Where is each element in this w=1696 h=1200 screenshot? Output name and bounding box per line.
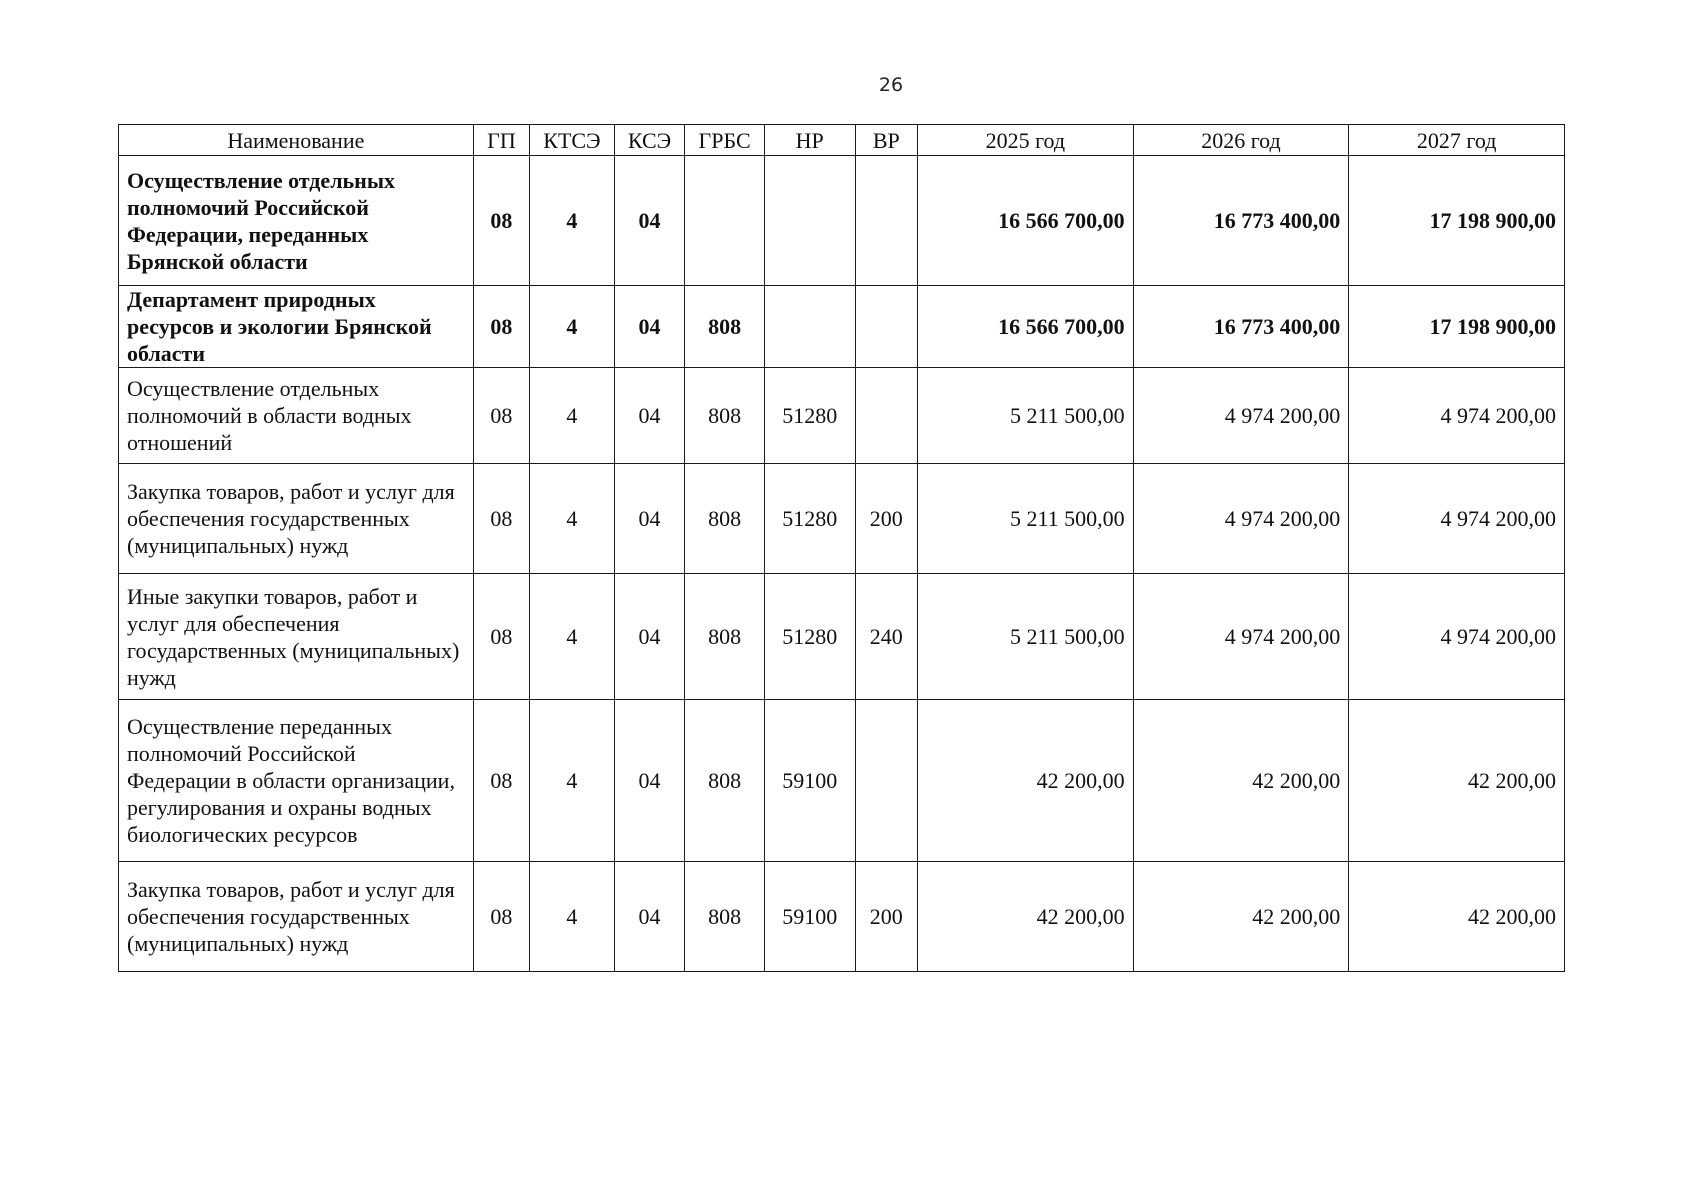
page-number: 26 (878, 74, 904, 96)
row-amount-2025: 5 211 500,00 (918, 574, 1134, 700)
table-row (119, 464, 1565, 574)
row-amount-2026: 16 773 400,00 (1133, 156, 1349, 286)
row-amount-2026: 42 200,00 (1133, 862, 1349, 972)
row-amount-2027: 17 198 900,00 (1349, 156, 1565, 286)
row-ktse: 4 (530, 368, 615, 464)
row-kse: 04 (614, 156, 685, 286)
row-gp: 08 (473, 700, 529, 862)
header-nr: НР (764, 125, 855, 156)
row-kse: 04 (614, 368, 685, 464)
row-gp: 08 (473, 862, 529, 972)
row-kse: 04 (614, 286, 685, 368)
row-amount-2026: 4 974 200,00 (1133, 574, 1349, 700)
header-gp: ГП (473, 125, 529, 156)
row-nr (764, 286, 855, 368)
row-name: Осуществление переданных полномочий Российской Федерации в области организации, регулирования и охраны водных биологических ресурсов (119, 700, 474, 862)
row-kse: 04 (614, 574, 685, 700)
header-name: Наименование (119, 125, 474, 156)
row-name: Закупка товаров, работ и услуг для обеспечения государственных (муниципальных) нужд (119, 464, 474, 574)
table-row (119, 574, 1565, 700)
row-amount-2025: 42 200,00 (918, 862, 1134, 972)
row-amount-2025: 5 211 500,00 (918, 368, 1134, 464)
table-row (119, 368, 1565, 464)
row-name: Осуществление отдельных полномочий Российской Федерации, переданных Брянской области (119, 156, 474, 286)
row-ktse: 4 (530, 862, 615, 972)
row-amount-2027: 42 200,00 (1349, 700, 1565, 862)
row-nr: 51280 (764, 368, 855, 464)
row-ktse: 4 (530, 464, 615, 574)
row-nr: 59100 (764, 862, 855, 972)
row-vr (855, 700, 917, 862)
row-vr: 200 (855, 862, 917, 972)
row-nr: 59100 (764, 700, 855, 862)
row-amount-2025: 16 566 700,00 (918, 286, 1134, 368)
row-gp: 08 (473, 464, 529, 574)
row-amount-2025: 5 211 500,00 (918, 464, 1134, 574)
row-grbs (685, 156, 765, 286)
row-kse: 04 (614, 464, 685, 574)
row-name: Осуществление отдельных полномочий в области водных отношений (119, 368, 474, 464)
row-kse: 04 (614, 700, 685, 862)
row-gp: 08 (473, 368, 529, 464)
row-ktse: 4 (530, 286, 615, 368)
row-amount-2025: 42 200,00 (918, 700, 1134, 862)
header-row (119, 125, 1565, 156)
header-2027: 2027 год (1349, 125, 1565, 156)
row-grbs: 808 (685, 464, 765, 574)
row-name: Закупка товаров, работ и услуг для обеспечения государственных (муниципальных) нужд (119, 862, 474, 972)
row-amount-2026: 16 773 400,00 (1133, 286, 1349, 368)
table-row (119, 862, 1565, 972)
row-name: Департамент природных ресурсов и экологии Брянской области (119, 286, 474, 368)
row-ktse: 4 (530, 574, 615, 700)
row-gp: 08 (473, 286, 529, 368)
row-nr (764, 156, 855, 286)
row-amount-2026: 4 974 200,00 (1133, 368, 1349, 464)
row-amount-2027: 4 974 200,00 (1349, 368, 1565, 464)
row-vr: 240 (855, 574, 917, 700)
budget-table (118, 124, 1565, 972)
header-kse: КСЭ (614, 125, 685, 156)
row-grbs: 808 (685, 286, 765, 368)
row-ktse: 4 (530, 156, 615, 286)
header-grbs: ГРБС (685, 125, 765, 156)
row-grbs: 808 (685, 700, 765, 862)
row-amount-2027: 4 974 200,00 (1349, 574, 1565, 700)
row-vr: 200 (855, 464, 917, 574)
header-ktse: КТСЭ (530, 125, 615, 156)
row-kse: 04 (614, 862, 685, 972)
row-vr (855, 156, 917, 286)
header-2025: 2025 год (918, 125, 1134, 156)
table-row (119, 156, 1565, 286)
row-amount-2027: 4 974 200,00 (1349, 464, 1565, 574)
row-grbs: 808 (685, 368, 765, 464)
row-grbs: 808 (685, 574, 765, 700)
header-2026: 2026 год (1133, 125, 1349, 156)
row-gp: 08 (473, 574, 529, 700)
row-amount-2027: 17 198 900,00 (1349, 286, 1565, 368)
row-amount-2027: 42 200,00 (1349, 862, 1565, 972)
header-vr: ВР (855, 125, 917, 156)
row-nr: 51280 (764, 574, 855, 700)
row-vr (855, 286, 917, 368)
row-ktse: 4 (530, 700, 615, 862)
row-amount-2026: 42 200,00 (1133, 700, 1349, 862)
table-row (119, 286, 1565, 368)
row-amount-2026: 4 974 200,00 (1133, 464, 1349, 574)
row-amount-2025: 16 566 700,00 (918, 156, 1134, 286)
row-name: Иные закупки товаров, работ и услуг для обеспечения государственных (муниципальных) нужд (119, 574, 474, 700)
table-row (119, 700, 1565, 862)
row-vr (855, 368, 917, 464)
row-nr: 51280 (764, 464, 855, 574)
row-grbs: 808 (685, 862, 765, 972)
row-gp: 08 (473, 156, 529, 286)
